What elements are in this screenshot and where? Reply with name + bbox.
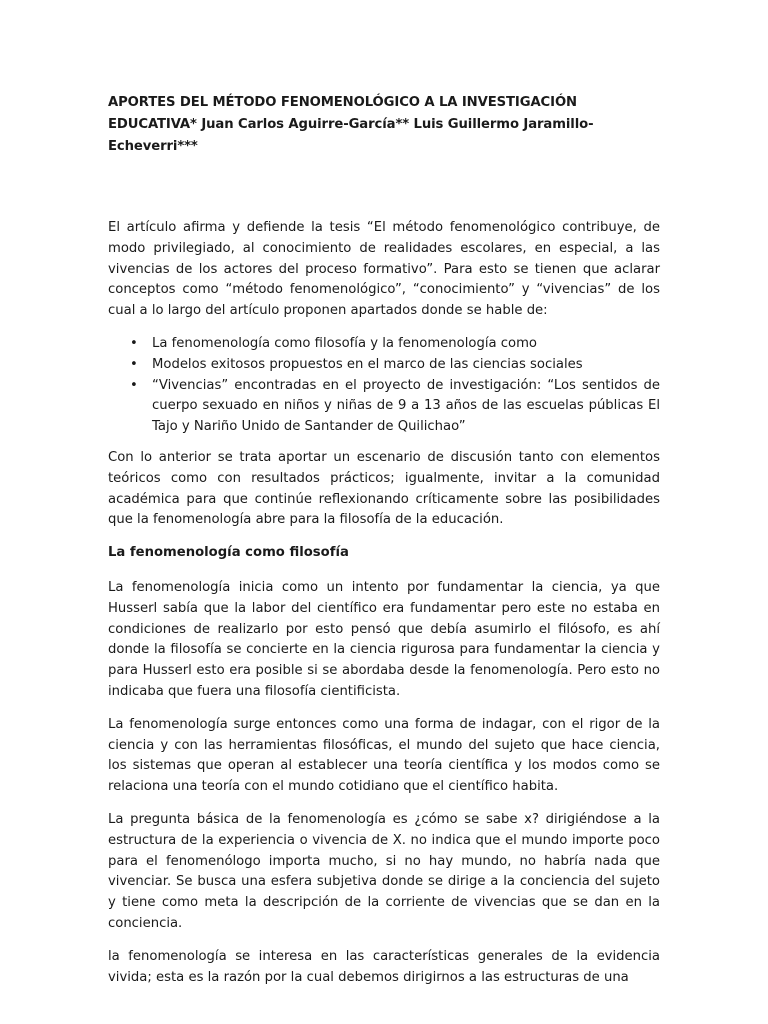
bullet-icon: • xyxy=(130,335,138,351)
list-item xyxy=(130,376,660,438)
list-item xyxy=(130,355,660,376)
bullet-icon: • xyxy=(130,377,138,393)
bullet-icon: • xyxy=(130,356,138,372)
list-item-text: “Vivencias” encontradas en el proyecto de investigación: “Los sentidos de cuerpo sexuado en niños y niñas de 9 a 13 años de las escuelas públicas El Tajo y Nariño Unido de Santander de Quilichao” xyxy=(152,377,660,435)
document-title: APORTES DEL MÉTODO FENOMENOLÓGICO A LA INVESTIGACIÓN EDUCATIVA* Juan Carlos Aguirre-García** Luis Guillermo Jaramillo-Echeverri*** xyxy=(108,95,594,154)
section-paragraph: La fenomenología inicia como un intento por fundamentar la ciencia, ya que Husserl sabía que la labor del científico era fundamentar pero este no estaba en condiciones de realizarlo por esto pensó que debía asumirlo el filósofo, es ahí donde la filosofía se concierte en la ciencia rigurosa para fundamentar la ciencia y para Husserl esto era posible si se abordaba desde la fenomenología. Pero esto no indicaba que fuera una filosofía cientificista. xyxy=(108,579,660,699)
section-paragraph: la fenomenología se interesa en las características generales de la evidencia vivida; esta es la razón por la cual debemos dirigirnos a las estructuras de una xyxy=(108,948,660,985)
topics-list xyxy=(108,334,660,438)
section-paragraph: La pregunta básica de la fenomenología es ¿cómo se sabe x? dirigiéndose a la estructura de la experiencia o vivencia de X. no indica que el mundo importe poco para el fenomenólogo importa mucho, si no hay mundo, no habría nada que vivenciar. Se busca una esfera subjetiva donde se dirige a la conciencia del sujeto y tiene como meta la descripción de la corriente de vivencias que se dan en la conciencia. xyxy=(108,811,660,931)
section-paragraph: La fenomenología surge entonces como una forma de indagar, con el rigor de la ciencia y con las herramientas filosóficas, el mundo del sujeto que hace ciencia, los sistemas que operan al establecer una teoría científica y los modos como se relaciona una teoría con el mundo cotidiano que el científico habita. xyxy=(108,716,660,795)
section-heading: La fenomenología como filosofía xyxy=(108,545,349,561)
list-item xyxy=(130,334,660,355)
scope-paragraph: Con lo anterior se trata aportar un escenario de discusión tanto con elementos teóricos como con resultados prácticos; igualmente, invitar a la comunidad académica para que continúe reflexionando críticamente sobre las posibilidades que la fenomenología abre para la filosofía de la educación. xyxy=(108,449,660,528)
list-item-text: La fenomenología como filosofía y la fenomenología como xyxy=(152,335,537,351)
intro-paragraph: El artículo afirma y defiende la tesis “El método fenomenológico contribuye, de modo privilegiado, al conocimiento de realidades escolares, en especial, a las vivencias de los actores del proceso formativo”. Para esto se tienen que aclarar conceptos como “método fenomenológico”, “conocimiento” y “vivencias” de los cual a lo largo del artículo proponen apartados donde se hable de: xyxy=(108,220,660,319)
list-item-text: Modelos exitosos propuestos en el marco de las ciencias sociales xyxy=(152,356,583,372)
